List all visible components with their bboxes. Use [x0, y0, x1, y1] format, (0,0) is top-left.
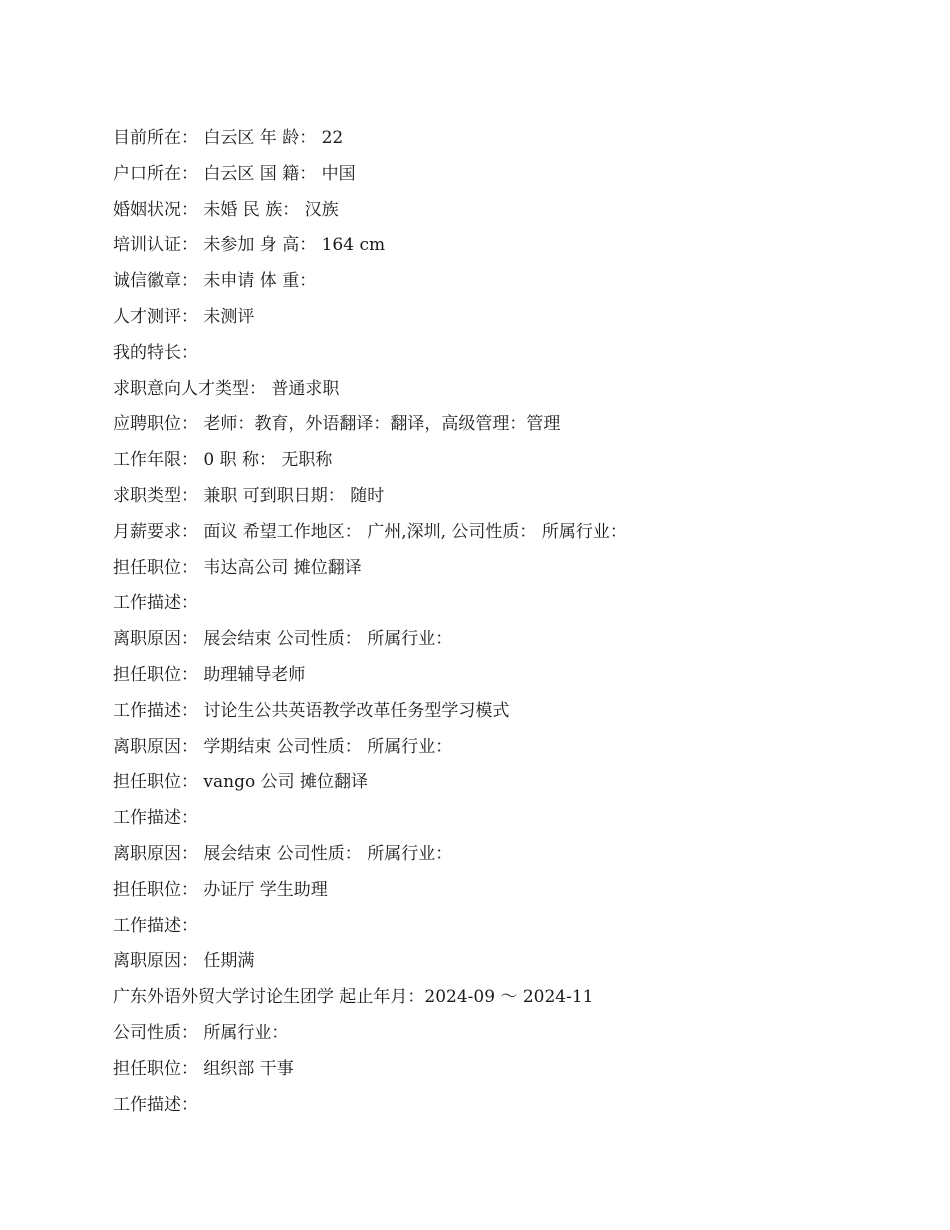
work-years-title-line: 工作年限： 0 职 称： 无职称	[113, 450, 333, 471]
job-type-availability-line: 求职类型： 兼职 可到职日期： 随时	[113, 485, 385, 506]
experience-3-position: 担任职位： vango 公司 摊位翻译	[113, 772, 369, 793]
resume-document	[113, 121, 913, 1123]
experience-4-description: 工作描述：	[113, 915, 198, 936]
experience-5-company-info: 公司性质： 所属行业：	[113, 1022, 289, 1043]
training-height-line: 培训认证： 未参加 身 高： 164 cm	[113, 235, 386, 256]
hukou-nationality-line: 户口所在： 白云区 国 籍： 中国	[113, 163, 356, 184]
experience-2-position: 担任职位： 助理辅导老师	[113, 664, 306, 685]
experience-5-description: 工作描述：	[113, 1094, 198, 1115]
experience-4-leave-reason: 离职原因： 任期满	[113, 951, 255, 972]
experience-2-description: 工作描述： 讨论生公共英语教学改革任务型学习模式	[113, 700, 510, 721]
experience-1-position: 担任职位： 韦达高公司 摊位翻译	[113, 557, 362, 578]
experience-4-position: 担任职位： 办证厅 学生助理	[113, 879, 328, 900]
experience-1-description: 工作描述：	[113, 593, 198, 614]
salary-region-line: 月薪要求： 面议 希望工作地区： 广州,深圳, 公司性质： 所属行业：	[113, 521, 627, 542]
experience-2-leave-reason: 离职原因： 学期结束 公司性质： 所属行业：	[113, 736, 453, 757]
specialty-line: 我的特长：	[113, 342, 198, 363]
applied-positions-line: 应聘职位： 老师：教育，外语翻译：翻译，高级管理：管理	[113, 414, 561, 435]
experience-5-position: 担任职位： 组织部 干事	[113, 1058, 294, 1079]
experience-3-description: 工作描述：	[113, 808, 198, 829]
experience-1-leave-reason: 离职原因： 展会结束 公司性质： 所属行业：	[113, 629, 453, 650]
job-intention-type-line: 求职意向人才类型： 普通求职	[113, 378, 340, 399]
credit-badge-weight-line: 诚信徽章： 未申请 体 重：	[113, 271, 317, 292]
marital-ethnicity-line: 婚姻状况： 未婚 民 族： 汉族	[113, 199, 339, 220]
experience-3-leave-reason: 离职原因： 展会结束 公司性质： 所属行业：	[113, 843, 453, 864]
experience-5-organization-period: 广东外语外贸大学讨论生团学 起止年月：2024-09 ～ 2024-11	[113, 987, 594, 1008]
current-location-age-line: 目前所在： 白云区 年 龄： 22	[113, 128, 344, 148]
talent-assessment-line: 人才测评： 未测评	[113, 306, 255, 327]
